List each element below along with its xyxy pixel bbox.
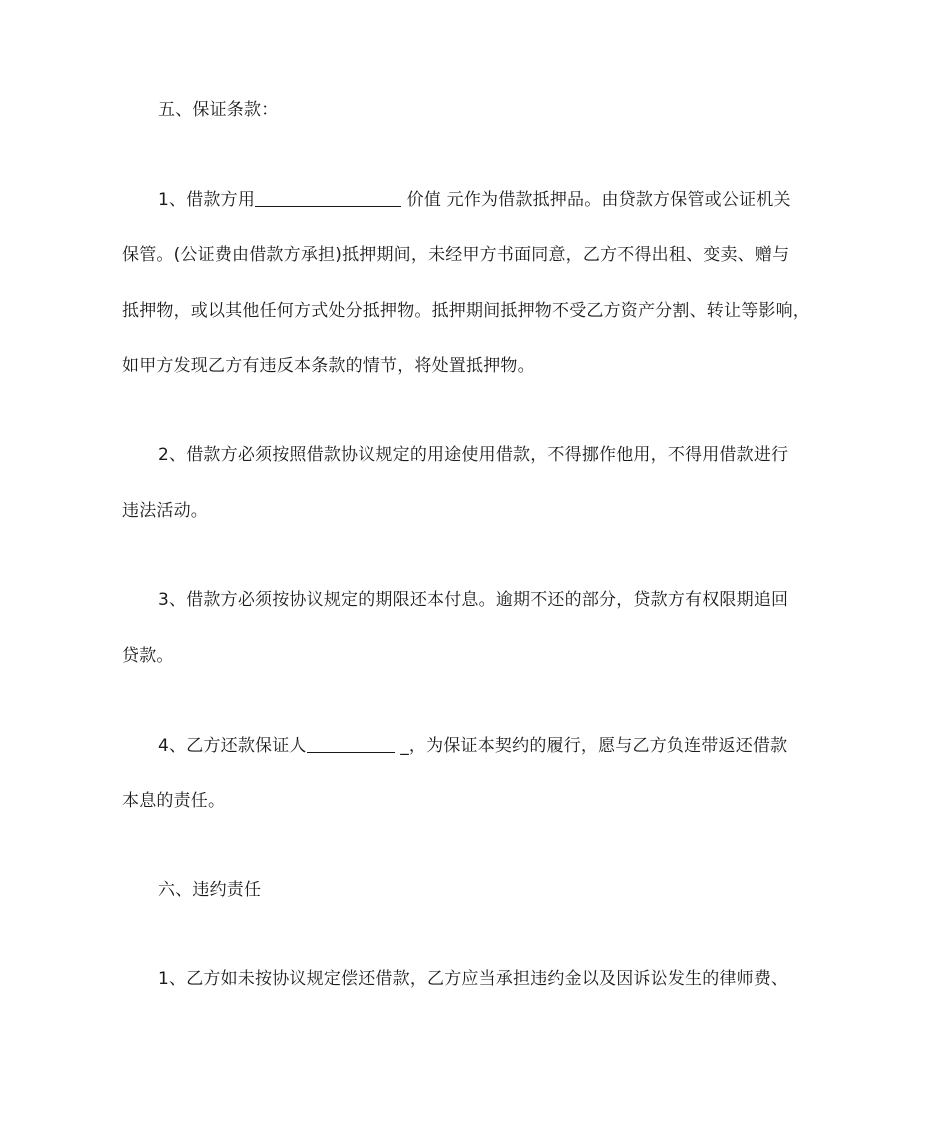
section-5-item-1-line-1 <box>158 188 842 211</box>
section-5-item-2-line-1: 2、借款方必须按照借款协议规定的用途使用借款，不得挪作他用，不得用借款进行 <box>158 445 789 465</box>
guarantor-blank <box>307 734 395 753</box>
item-4-suffix: _，为保证本契约的履行，愿与乙方负连带返还借款 <box>394 736 788 756</box>
section-5-item-2-line-2: 违法活动。 <box>122 501 208 521</box>
section-5-item-3-line-2: 贷款。 <box>122 646 174 666</box>
item-1-middle: 价值 元作为借款抵押品。由贷款方保管或公证机关 <box>401 190 791 210</box>
section-5-item-1-line-4: 如甲方发现乙方有违反本条款的情节，将处置抵押物。 <box>122 356 535 376</box>
section-5-heading: 五、保证条款： <box>158 100 279 120</box>
section-5-item-4-line-1 <box>158 734 842 757</box>
collateral-blank <box>255 188 401 207</box>
section-5-item-3-line-1: 3、借款方必须按协议规定的期限还本付息。逾期不还的部分，贷款方有权限期追回 <box>158 590 789 610</box>
item-1-prefix: 1、借款方用 <box>158 190 256 210</box>
section-6-heading: 六、违约责任 <box>158 880 262 900</box>
section-5-item-1-line-3: 抵押物，或以其他任何方式处分抵押物。抵押期间抵押物不受乙方资产分割、转让等影响， <box>122 301 810 321</box>
section-6-item-1-line-1: 1、乙方如未按协议规定偿还借款，乙方应当承担违约金以及因诉讼发生的律师费、 <box>158 969 789 989</box>
item-4-prefix: 4、乙方还款保证人 <box>158 736 307 756</box>
section-5-item-1-line-2: 保管。(公证费由借款方承担)抵押期间，未经甲方书面同意，乙方不得出租、变卖、赠与 <box>122 245 790 265</box>
section-5-item-4-line-2: 本息的责任。 <box>122 791 226 811</box>
